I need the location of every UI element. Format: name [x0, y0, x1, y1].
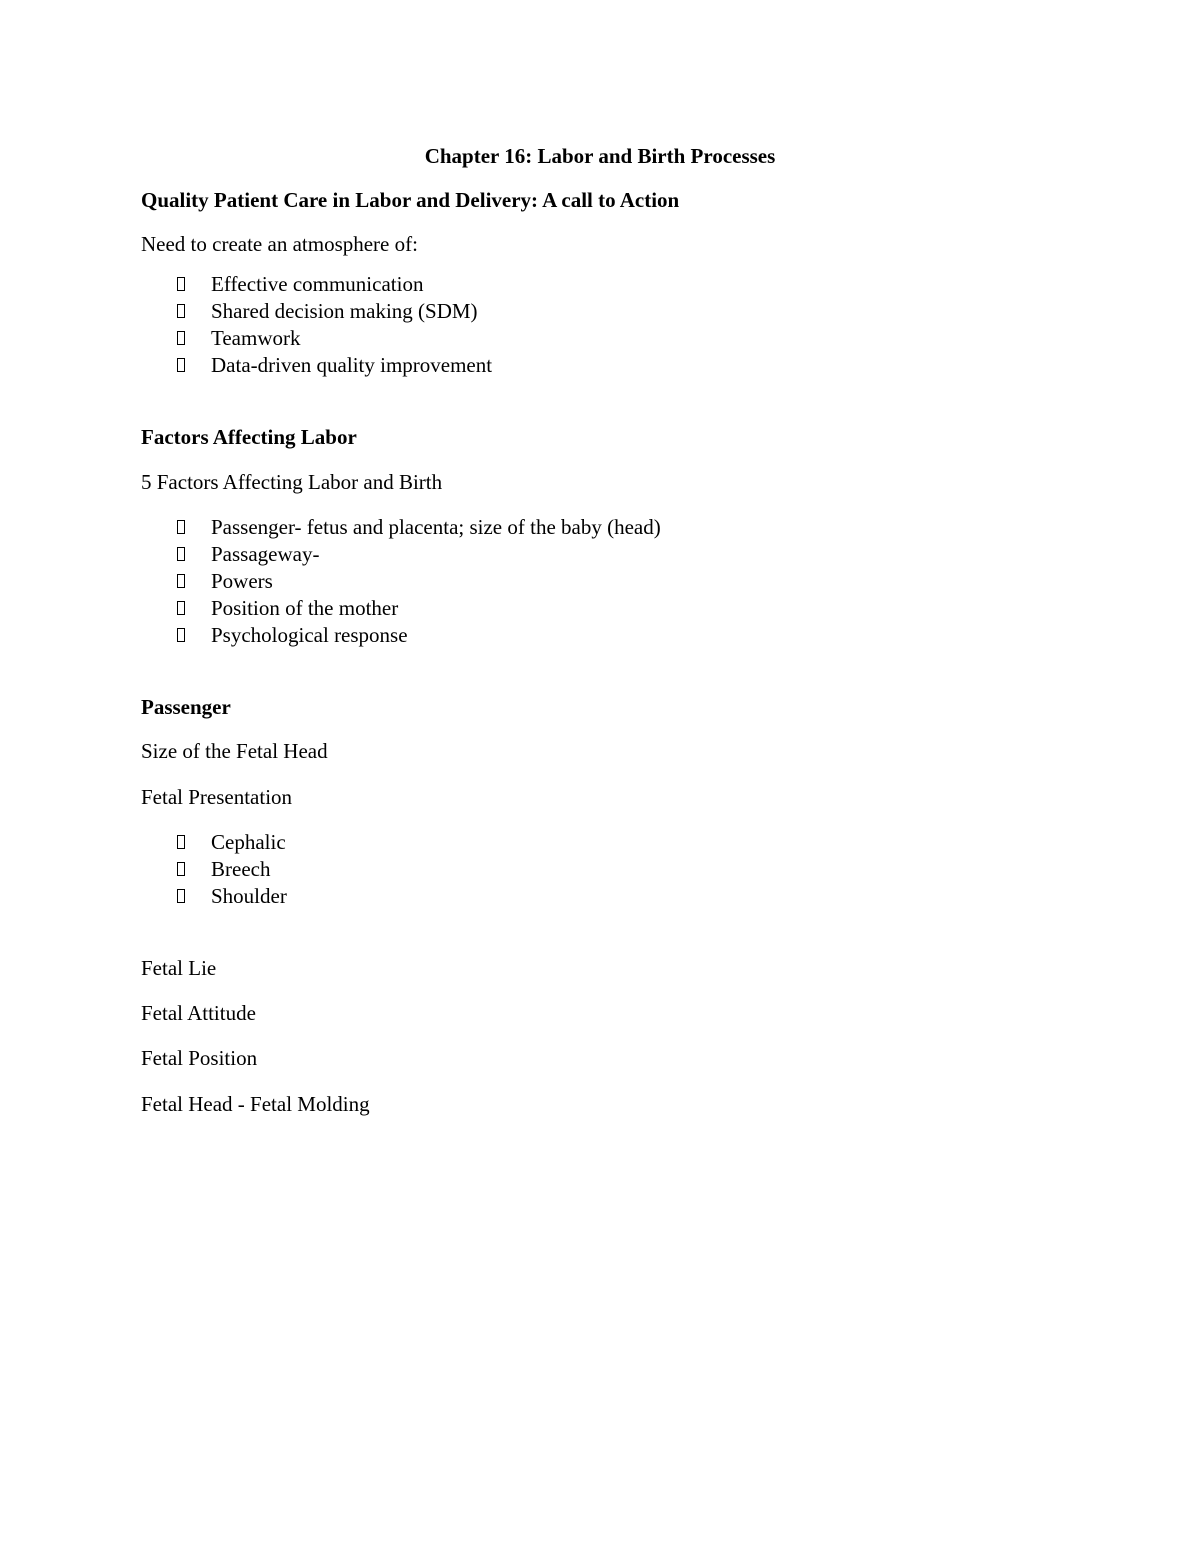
section-heading-passenger: Passenger: [141, 695, 231, 719]
text-fetal-attitude: Fetal Attitude: [141, 1001, 256, 1025]
bullet-icon: [177, 628, 185, 642]
text-size-fetal-head: Size of the Fetal Head: [141, 739, 328, 763]
bullet-icon: [177, 520, 185, 534]
document-page: Chapter 16: Labor and Birth Processes Quality Patient Care in Labor and Delivery: A call to Action Need to create an atmosphere of: Effective communication Shared decision making (SDM) Teamwork Data-driven quality improvement Factors Affecting Labor 5 Factors Affecting Labor and Birth Passenger- fetus and placenta; size of the baby (head) Passageway- Powers Position of the mother Psychological response Passenger Size of the Fetal Head Fetal Presentation Cephalic Breech Shoulder Fetal Lie Fetal Attitude Fetal Position Fetal Head - Fetal Molding: [0, 0, 1200, 1553]
bullet-icon: [177, 574, 185, 588]
text-fetal-position: Fetal Position: [141, 1046, 258, 1070]
bullet-icon: [177, 277, 185, 291]
bullet-icon: [177, 331, 185, 345]
text-fetal-molding: Fetal Head - Fetal Molding: [141, 1092, 370, 1116]
bullet-icon: [177, 889, 185, 903]
bullet-icon: [177, 358, 185, 372]
bullet-icon: [177, 862, 185, 876]
bullet-icon: [177, 835, 185, 849]
bullet-icon: [177, 304, 185, 318]
bullet-icon: [177, 601, 185, 615]
bullet-icon: [177, 547, 185, 561]
section-intro-factors: 5 Factors Affecting Labor and Birth: [141, 470, 443, 494]
section-heading-factors: Factors Affecting Labor: [141, 425, 357, 449]
section-heading-quality-care: Quality Patient Care in Labor and Delivery: A call to Action: [141, 188, 680, 212]
text-fetal-presentation: Fetal Presentation: [141, 785, 293, 809]
section-intro-atmosphere: Need to create an atmosphere of:: [141, 232, 418, 256]
document-title: Chapter 16: Labor and Birth Processes: [424, 144, 776, 168]
text-fetal-lie: Fetal Lie: [141, 956, 217, 980]
